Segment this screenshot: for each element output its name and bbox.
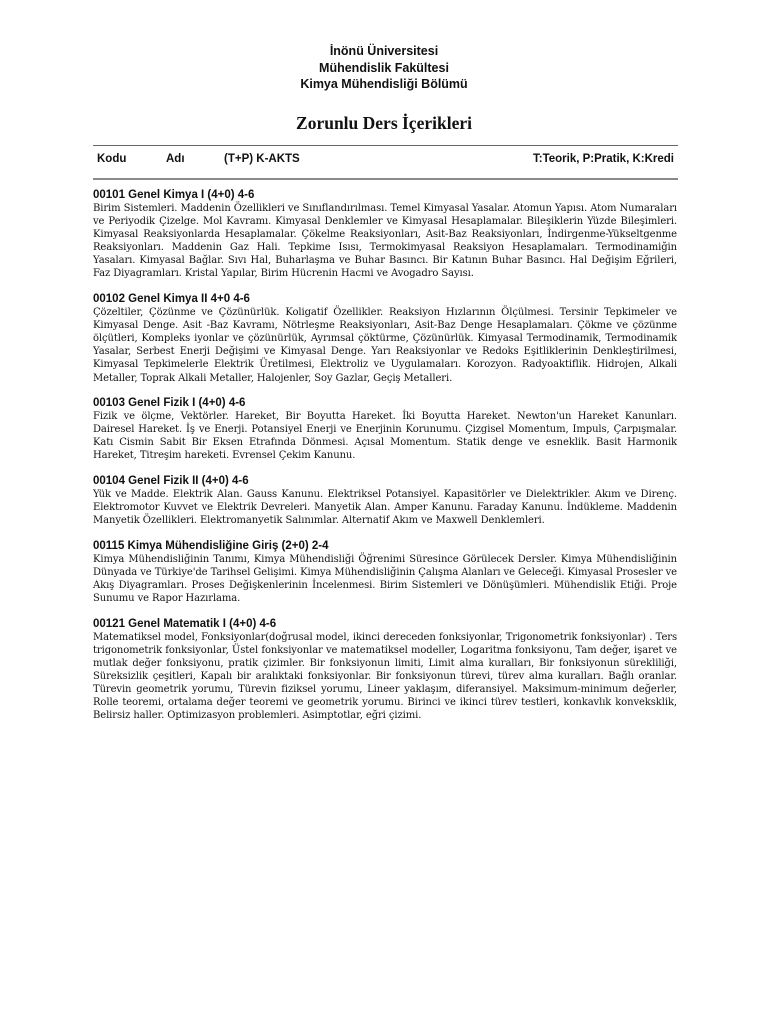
column-header-row bbox=[0, 151, 768, 167]
course-description: Kimya Mühendisliğinin Tanımı, Kimya Mühendisliği Öğrenimi Süresince Görülecek Dersler. Kimya Mühendisliğinin Dünyada ve Türkiye'de Tarihsel Gelişimi. Kimya Mühendisliğinin Çalışma Alanları ve Geleceği. Kimyasal Prosesler ve Akış Diyagramları. Proses Değişkenlerinin İncelenmesi. Birim Sistemleri ve Dönüşümleri. Mühendislik Etiği. Proje Sunumu ve Rapor Hazırlama. bbox=[93, 553, 677, 605]
course-title: 00115 Kimya Mühendisliğine Giriş (2+0) 2-4 bbox=[93, 539, 329, 552]
course-description: Fizik ve ölçme, Vektörler. Hareket, Bir Boyutta Hareket. İki Boyutta Hareket. Newton'un Hareket Kanunları. Dairesel Hareket. İş ve Enerji. Potansiyel Enerji ve Enerjinin Korunumu. Çizgisel Momentum, Impuls, Çarpışmalar. Katı Cismin Sabit Bir Eksen Etrafında Dönmesi. Açısal Momentum. Statik denge ve esneklik. Basit Harmonik Hareket, Titreşim hareketi. Evrensel Çekim Kanunu. bbox=[93, 411, 677, 462]
top-divider bbox=[93, 145, 678, 146]
column-code: Kodu bbox=[97, 153, 127, 165]
course-title: 00102 Genel Kimya II 4+0 4-6 bbox=[93, 293, 250, 306]
university-name: İnönü Üniversitesi bbox=[329, 44, 439, 58]
course-section bbox=[93, 617, 677, 723]
course-description: Yük ve Madde. Elektrik Alan. Gauss Kanunu. Elektriksel Potansiyel. Kapasitörler ve Dielektrikler. Akım ve Direnç. Elektromotor Kuvvet ve Elektrik Devreleri. Manyetik Alan. Amper Kanunu. Faraday Kanunu. İndükleme. Maddenin Manyetik Özellikleri. Elektromanyetik Salınımlar. Alternatif Akım ve Maxwell Denklemleri. bbox=[93, 489, 677, 527]
department-name: Kimya Mühendisliği Bölümü bbox=[300, 77, 468, 91]
course-title: 00103 Genel Fizik I (4+0) 4-6 bbox=[93, 397, 246, 410]
institution-header bbox=[0, 43, 768, 93]
course-section bbox=[93, 539, 677, 605]
course-section bbox=[93, 292, 677, 385]
course-section bbox=[93, 474, 677, 527]
faculty-name: Mühendislik Fakültesi bbox=[319, 60, 449, 75]
course-description: Çözeltiler, Çözünme ve Çözünürlük. Koligatif Özellikler. Reaksiyon Hızlarının Ölçülmesi. Tersinir Tepkimeler ve Kimyasal Denge. Asit -Baz Kavramı, Nötrleşme Reaksiyonları, Asit-Baz Denge Hesaplamaları. Çökme ve çözünme ölçütleri, Kompleks iyonlar ve çözünürlük, Ayrımsal çöktürme, Çözünürlük. Kimyasal Termodinamik, Termodinamik Yasalar, Serbest Enerji Değişimi ve Kimyasal Denge. Yarı Reaksiyonlar ve Redoks Eşitliklerinin Denkleştirilmesi, Kimyasal Tepkimelerle Elektrik Üretilmesi, Elektroliz ve Uygulamaları. Korozyon. Radyoaktiflik. Hidrojen, Alkali Metaller, Toprak Alkali Metaller, Halojenler, Soy Gazlar, Geçiş Metalleri. bbox=[93, 307, 677, 384]
course-description: Birim Sistemleri. Maddenin Özellikleri ve Sınıflandırılması. Temel Kimyasal Yasalar. Atomun Yapısı. Atom Numaraları ve Periyodik Çizelge. Mol Kavramı. Kimyasal Denklemler ve Kimyasal Hesaplamalar. Bileşiklerin Yüzde Bileşimleri. Kimyasal Reaksiyonlarda Hesaplamalar. Çökelme Reaksiyonları, Asit-Baz Reaksiyonları, İndirgenme-Yükseltgenme Reaksiyonları. Maddenin Gaz Hali. Tepkime Isısı, Termokimyasal Reaksiyon Hesaplamaları. Termodinamiğin Yasaları. Kimyasal Bağlar. Sıvı Hal, Buharlaşma ve Buhar Basıncı. Bir Katının Buhar Basıncı. Hal Değişim Eğrileri, Faz Diyagramları. Kristal Yapılar, Birim Hücrenin Hacmi ve Avogadro Sayısı. bbox=[93, 203, 677, 280]
course-title: 00101 Genel Kimya I (4+0) 4-6 bbox=[93, 189, 255, 201]
page-title: Zorunlu Ders İçerikleri bbox=[296, 113, 472, 133]
course-section bbox=[93, 188, 677, 281]
course-section bbox=[93, 396, 677, 462]
course-list bbox=[93, 188, 677, 734]
column-legend: T:Teorik, P:Pratik, K:Kredi bbox=[532, 153, 674, 165]
course-title: 00104 Genel Fizik II (4+0) 4-6 bbox=[93, 475, 249, 487]
column-credits: (T+P) K-AKTS bbox=[224, 153, 300, 165]
course-title: 00121 Genel Matematik I (4+0) 4-6 bbox=[93, 617, 277, 630]
column-name: Adı bbox=[166, 153, 185, 165]
bottom-divider bbox=[93, 178, 678, 180]
course-description: Matematiksel model, Fonksiyonlar(doğrusal model, ikinci dereceden fonksiyonlar, Trigonometrik fonksiyonlar) . Ters trigonometrik fonksiyonlar, Üstel fonksiyonlar ve matematiksel modeller, Logaritma fonksiyonu, Tam değer, işaret ve mutlak değer fonksiyonu, pratik çizimler. Bir fonksiyonun limiti, Limit alma kuralları, Bir fonksiyonun sürekliliği, Süreksizlik çeşitleri, Kapalı bir aralıktaki fonksiyonlar. Bir fonksiyonun türevi, türev alma kuralları. Bağlı oranlar. Türevin geometrik yorumu, Türevin fiziksel yorumu, Lineer yaklaşım, diferansiyel. Maksimum-minimum değerler, Rolle teoremi, ortalama değer teoremi ve geometrik yorumu. Birinci ve ikinci türev testleri, konkavlık konveksklik, Belirsiz haller. Optimizasyon problemleri. Asimptotlar, eğri çizimi. bbox=[93, 631, 677, 722]
